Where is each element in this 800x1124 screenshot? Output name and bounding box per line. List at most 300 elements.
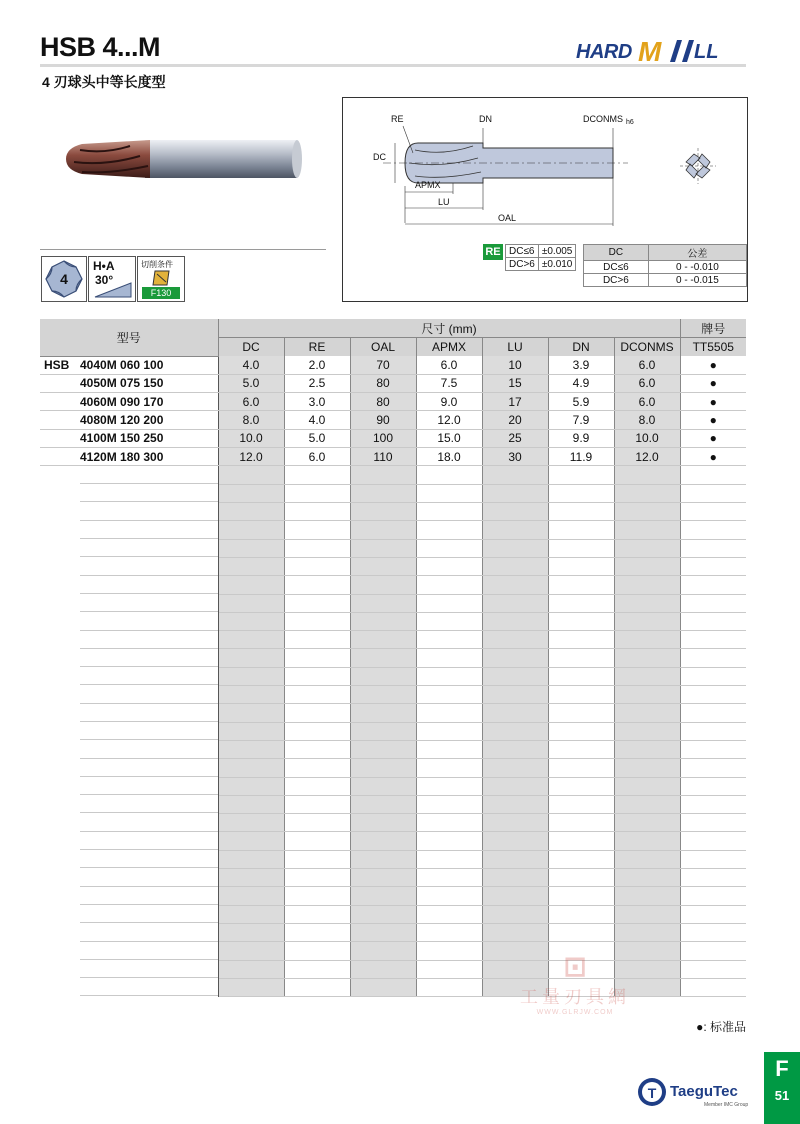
cell-apmx: 6.0	[416, 356, 482, 374]
availability-mark	[680, 649, 746, 667]
cell-re: 2.5	[284, 374, 350, 392]
model-cell	[40, 887, 218, 905]
col-dconms: DCONMS	[614, 338, 680, 357]
cell-lu	[482, 503, 548, 521]
cell-dc	[218, 612, 284, 630]
col-oal: OAL	[350, 338, 416, 357]
cutting-code: F130	[142, 287, 180, 299]
tol-cond: DC≤6	[506, 245, 539, 258]
availability-mark	[680, 832, 746, 850]
cell-re	[284, 557, 350, 575]
cell-oal	[350, 521, 416, 539]
availability-mark: ●	[680, 393, 746, 411]
cell-apmx: 12.0	[416, 411, 482, 429]
four-flute-icon	[42, 257, 86, 301]
svg-text:HARD: HARD	[576, 41, 632, 63]
cell-oal: 100	[350, 429, 416, 447]
availability-mark: ●	[680, 447, 746, 465]
cell-oal	[350, 704, 416, 722]
table-row	[40, 795, 746, 813]
cell-re	[284, 777, 350, 795]
availability-mark: ●	[680, 411, 746, 429]
oal-label: OAL	[498, 213, 517, 223]
cell-re	[284, 612, 350, 630]
cell-oal	[350, 686, 416, 704]
model-cell	[40, 594, 218, 612]
cell-apmx	[416, 612, 482, 630]
cell-dc	[218, 722, 284, 740]
cell-dn	[548, 814, 614, 832]
cell-oal	[350, 466, 416, 485]
cell-dn	[548, 795, 614, 813]
company-name: TaeguTec	[670, 1083, 738, 1100]
cell-dc	[218, 667, 284, 685]
cell-dn: 7.9	[548, 411, 614, 429]
availability-mark	[680, 667, 746, 685]
cell-apmx	[416, 978, 482, 996]
cell-dconms	[614, 740, 680, 758]
icon-divider	[40, 249, 326, 250]
tol-cond: DC≤6	[584, 261, 649, 274]
col-lu: LU	[482, 338, 548, 357]
re-tolerance-table	[505, 244, 576, 271]
model-cell	[40, 960, 218, 978]
table-row	[40, 942, 746, 960]
availability-mark	[680, 576, 746, 594]
model-cell	[40, 521, 218, 539]
cell-dn	[548, 484, 614, 502]
cell-lu	[482, 686, 548, 704]
cell-oal	[350, 960, 416, 978]
end-view-icon	[680, 148, 716, 184]
cell-apmx	[416, 850, 482, 868]
re-label: RE	[391, 114, 404, 124]
cell-dc	[218, 869, 284, 887]
cell-dconms	[614, 539, 680, 557]
cell-lu: 25	[482, 429, 548, 447]
cell-dn	[548, 722, 614, 740]
model-cell	[40, 850, 218, 868]
cell-dn	[548, 923, 614, 941]
cell-apmx: 9.0	[416, 393, 482, 411]
cell-dc: 10.0	[218, 429, 284, 447]
cell-dconms	[614, 649, 680, 667]
availability-mark	[680, 612, 746, 630]
cell-dn	[548, 557, 614, 575]
cell-apmx	[416, 869, 482, 887]
availability-mark	[680, 686, 746, 704]
series-prefix: HSB	[44, 358, 70, 373]
cell-oal: 80	[350, 374, 416, 392]
cell-re	[284, 923, 350, 941]
helix-label: H•A	[93, 259, 115, 273]
col-apmx: APMX	[416, 338, 482, 357]
cell-re	[284, 905, 350, 923]
availability-mark	[680, 466, 746, 485]
cell-dn: 9.9	[548, 429, 614, 447]
cell-oal: 70	[350, 356, 416, 374]
cell-dc	[218, 503, 284, 521]
model-cell	[40, 393, 218, 411]
watermark-url: WWW.GLRJW.COM	[536, 1009, 614, 1016]
model-header: 型号	[40, 319, 218, 356]
cell-apmx	[416, 832, 482, 850]
cell-dn	[548, 503, 614, 521]
cell-lu: 15	[482, 374, 548, 392]
cell-dconms	[614, 576, 680, 594]
cell-dc	[218, 521, 284, 539]
col-re: RE	[284, 338, 350, 357]
availability-mark	[680, 942, 746, 960]
table-row	[40, 649, 746, 667]
cell-apmx	[416, 557, 482, 575]
cell-apmx	[416, 576, 482, 594]
section-tab	[764, 1052, 800, 1124]
model-cell	[40, 667, 218, 685]
model-cell	[40, 832, 218, 850]
cell-dc	[218, 978, 284, 996]
cell-oal	[350, 887, 416, 905]
cell-lu: 17	[482, 393, 548, 411]
table-row	[40, 393, 746, 411]
lu-label: LU	[438, 197, 450, 207]
model-cell	[40, 631, 218, 649]
cell-re	[284, 960, 350, 978]
model-cell	[40, 557, 218, 575]
cell-dconms: 10.0	[614, 429, 680, 447]
cell-lu	[482, 923, 548, 941]
cell-re: 2.0	[284, 356, 350, 374]
cell-dc: 6.0	[218, 393, 284, 411]
cell-dc	[218, 960, 284, 978]
svg-text:T: T	[647, 1085, 657, 1101]
cell-lu: 30	[482, 447, 548, 465]
cell-re	[284, 503, 350, 521]
model-code: 4080M 120 200	[80, 413, 164, 428]
cell-oal	[350, 759, 416, 777]
model-cell	[40, 978, 218, 996]
table-row	[40, 466, 746, 485]
model-cell	[40, 503, 218, 521]
tol-header-tol: 公差	[648, 245, 746, 261]
cell-oal	[350, 576, 416, 594]
cell-dc	[218, 631, 284, 649]
table-row	[40, 814, 746, 832]
cell-oal	[350, 649, 416, 667]
table-row	[40, 960, 746, 978]
cell-apmx	[416, 667, 482, 685]
model-code: 4120M 180 300	[80, 449, 164, 464]
availability-mark: ●	[680, 429, 746, 447]
cell-oal	[350, 814, 416, 832]
cell-dconms	[614, 722, 680, 740]
model-cell	[40, 447, 218, 465]
cell-dc	[218, 923, 284, 941]
cell-oal	[350, 503, 416, 521]
table-row	[40, 832, 746, 850]
cell-dc	[218, 740, 284, 758]
cell-apmx	[416, 722, 482, 740]
table-row	[40, 374, 746, 392]
cell-oal	[350, 667, 416, 685]
table-row	[40, 740, 746, 758]
cell-apmx	[416, 887, 482, 905]
cell-dconms	[614, 667, 680, 685]
helix-wedge-icon	[93, 281, 133, 299]
cell-apmx	[416, 795, 482, 813]
tol-header-dc: DC	[584, 245, 649, 261]
dconms-label: DCONMS	[583, 114, 623, 124]
availability-mark: ●	[680, 356, 746, 374]
cell-apmx	[416, 905, 482, 923]
dc-tolerance-row	[584, 261, 747, 274]
cell-apmx	[416, 814, 482, 832]
cell-re	[284, 795, 350, 813]
model-cell	[40, 539, 218, 557]
cell-dn	[548, 777, 614, 795]
cell-dn: 11.9	[548, 447, 614, 465]
cell-dc	[218, 594, 284, 612]
cell-dn	[548, 612, 614, 630]
cell-lu	[482, 576, 548, 594]
availability-mark	[680, 631, 746, 649]
cell-re	[284, 539, 350, 557]
cell-apmx: 15.0	[416, 429, 482, 447]
company-sub: Member IMC Group	[704, 1102, 749, 1108]
cell-dn	[548, 576, 614, 594]
availability-mark	[680, 814, 746, 832]
page-number: 51	[774, 1088, 790, 1103]
cell-dc	[218, 942, 284, 960]
tol-cond: DC>6	[506, 258, 539, 271]
cell-dconms	[614, 521, 680, 539]
cell-oal	[350, 978, 416, 996]
cell-re	[284, 942, 350, 960]
cell-oal	[350, 905, 416, 923]
cell-dc	[218, 814, 284, 832]
availability-mark	[680, 887, 746, 905]
table-row	[40, 722, 746, 740]
cell-dn	[548, 631, 614, 649]
model-cell	[40, 740, 218, 758]
table-row	[40, 704, 746, 722]
cell-re	[284, 832, 350, 850]
cell-oal	[350, 832, 416, 850]
taegutec-logo	[636, 1074, 756, 1110]
cell-oal	[350, 869, 416, 887]
cell-dconms	[614, 612, 680, 630]
cell-oal	[350, 594, 416, 612]
model-code: 4040M 060 100	[80, 358, 164, 373]
insert-icon	[152, 270, 170, 286]
cell-dconms	[614, 832, 680, 850]
cell-re	[284, 887, 350, 905]
cell-dn	[548, 759, 614, 777]
cell-dn	[548, 594, 614, 612]
cell-dconms	[614, 557, 680, 575]
cell-lu	[482, 795, 548, 813]
cell-dn: 3.9	[548, 356, 614, 374]
cell-dn: 5.9	[548, 393, 614, 411]
dc-tolerance-row	[584, 274, 747, 287]
cell-dconms	[614, 686, 680, 704]
cell-re	[284, 667, 350, 685]
cell-dc: 4.0	[218, 356, 284, 374]
cell-oal	[350, 850, 416, 868]
cell-apmx	[416, 777, 482, 795]
cell-apmx	[416, 923, 482, 941]
table-row	[40, 887, 746, 905]
cell-re	[284, 576, 350, 594]
cell-lu	[482, 667, 548, 685]
cell-lu	[482, 521, 548, 539]
cell-dc	[218, 777, 284, 795]
cell-re	[284, 722, 350, 740]
cell-dconms	[614, 503, 680, 521]
cell-re: 5.0	[284, 429, 350, 447]
cell-lu: 20	[482, 411, 548, 429]
model-cell	[40, 869, 218, 887]
table-row	[40, 521, 746, 539]
table-row	[40, 667, 746, 685]
cell-lu	[482, 759, 548, 777]
model-cell	[40, 722, 218, 740]
cell-dconms	[614, 814, 680, 832]
legend: ●: 标准品	[696, 1020, 746, 1034]
watermark-logo-icon: ⊡	[563, 951, 587, 982]
cell-dconms	[614, 594, 680, 612]
cell-lu: 10	[482, 356, 548, 374]
cell-apmx	[416, 686, 482, 704]
cell-oal	[350, 484, 416, 502]
cell-oal	[350, 795, 416, 813]
cell-dconms	[614, 923, 680, 941]
cell-lu	[482, 466, 548, 485]
dconms-tolerance-label: h6	[626, 119, 634, 126]
availability-mark	[680, 759, 746, 777]
tol-value: ±0.005	[538, 245, 576, 258]
cell-dn	[548, 850, 614, 868]
cell-oal	[350, 942, 416, 960]
availability-mark: ●	[680, 374, 746, 392]
cell-oal: 110	[350, 447, 416, 465]
cell-lu	[482, 814, 548, 832]
cell-dn: 4.9	[548, 374, 614, 392]
cell-apmx	[416, 466, 482, 485]
grade-header: 牌号	[680, 319, 746, 338]
cell-dc	[218, 466, 284, 485]
cell-apmx	[416, 594, 482, 612]
table-row	[40, 576, 746, 594]
model-cell	[40, 429, 218, 447]
cell-lu	[482, 612, 548, 630]
table-row	[40, 612, 746, 630]
cell-oal	[350, 557, 416, 575]
cell-dn	[548, 887, 614, 905]
cell-dc	[218, 759, 284, 777]
table-row	[40, 850, 746, 868]
page-title: HSB 4...M	[40, 32, 161, 62]
cell-re	[284, 686, 350, 704]
cell-dn	[548, 521, 614, 539]
cell-dc: 5.0	[218, 374, 284, 392]
cell-dc	[218, 832, 284, 850]
cell-dconms	[614, 795, 680, 813]
model-cell	[40, 905, 218, 923]
cell-lu	[482, 740, 548, 758]
cell-re: 4.0	[284, 411, 350, 429]
cell-dc	[218, 704, 284, 722]
cell-oal: 90	[350, 411, 416, 429]
table-row	[40, 777, 746, 795]
cell-dconms	[614, 887, 680, 905]
dimensions-header: 尺寸 (mm)	[218, 319, 680, 338]
cell-lu	[482, 850, 548, 868]
cell-oal	[350, 539, 416, 557]
cell-apmx: 18.0	[416, 447, 482, 465]
model-cell	[40, 686, 218, 704]
table-row	[40, 356, 746, 374]
cell-oal	[350, 631, 416, 649]
hardmill-logo	[572, 36, 750, 68]
cell-dn	[548, 832, 614, 850]
cell-dn	[548, 667, 614, 685]
cell-re: 6.0	[284, 447, 350, 465]
tol-value: 0 - -0.015	[648, 274, 746, 287]
dc-label: DC	[373, 152, 386, 162]
cell-re	[284, 594, 350, 612]
cell-dconms: 8.0	[614, 411, 680, 429]
watermark-text: 工量刃具網	[520, 987, 630, 1007]
tol-value: ±0.010	[538, 258, 576, 271]
cell-dc	[218, 795, 284, 813]
cell-dc: 12.0	[218, 447, 284, 465]
cell-lu	[482, 484, 548, 502]
cell-dconms	[614, 850, 680, 868]
cell-dconms	[614, 905, 680, 923]
cell-re	[284, 978, 350, 996]
table-row	[40, 429, 746, 447]
cell-re	[284, 869, 350, 887]
cell-lu	[482, 631, 548, 649]
cell-apmx	[416, 960, 482, 978]
cell-dconms: 6.0	[614, 393, 680, 411]
re-tolerance-row	[506, 245, 576, 258]
cell-apmx	[416, 704, 482, 722]
cell-re	[284, 814, 350, 832]
svg-text:LL: LL	[694, 41, 719, 63]
table-row	[40, 594, 746, 612]
availability-mark	[680, 923, 746, 941]
model-code: 4050M 075 150	[80, 376, 164, 391]
table-row	[40, 539, 746, 557]
cell-dconms	[614, 704, 680, 722]
cell-dconms	[614, 466, 680, 485]
table-row	[40, 484, 746, 502]
cell-apmx	[416, 740, 482, 758]
table-row	[40, 978, 746, 996]
cell-dconms	[614, 631, 680, 649]
helix-angle: 30°	[95, 273, 114, 287]
availability-mark	[680, 850, 746, 868]
cell-dn	[548, 649, 614, 667]
page-subtitle: 4 刃球头中等长度型	[42, 74, 166, 90]
cell-apmx: 7.5	[416, 374, 482, 392]
cell-re: 3.0	[284, 393, 350, 411]
cell-dc	[218, 686, 284, 704]
cell-oal: 80	[350, 393, 416, 411]
cell-oal	[350, 612, 416, 630]
